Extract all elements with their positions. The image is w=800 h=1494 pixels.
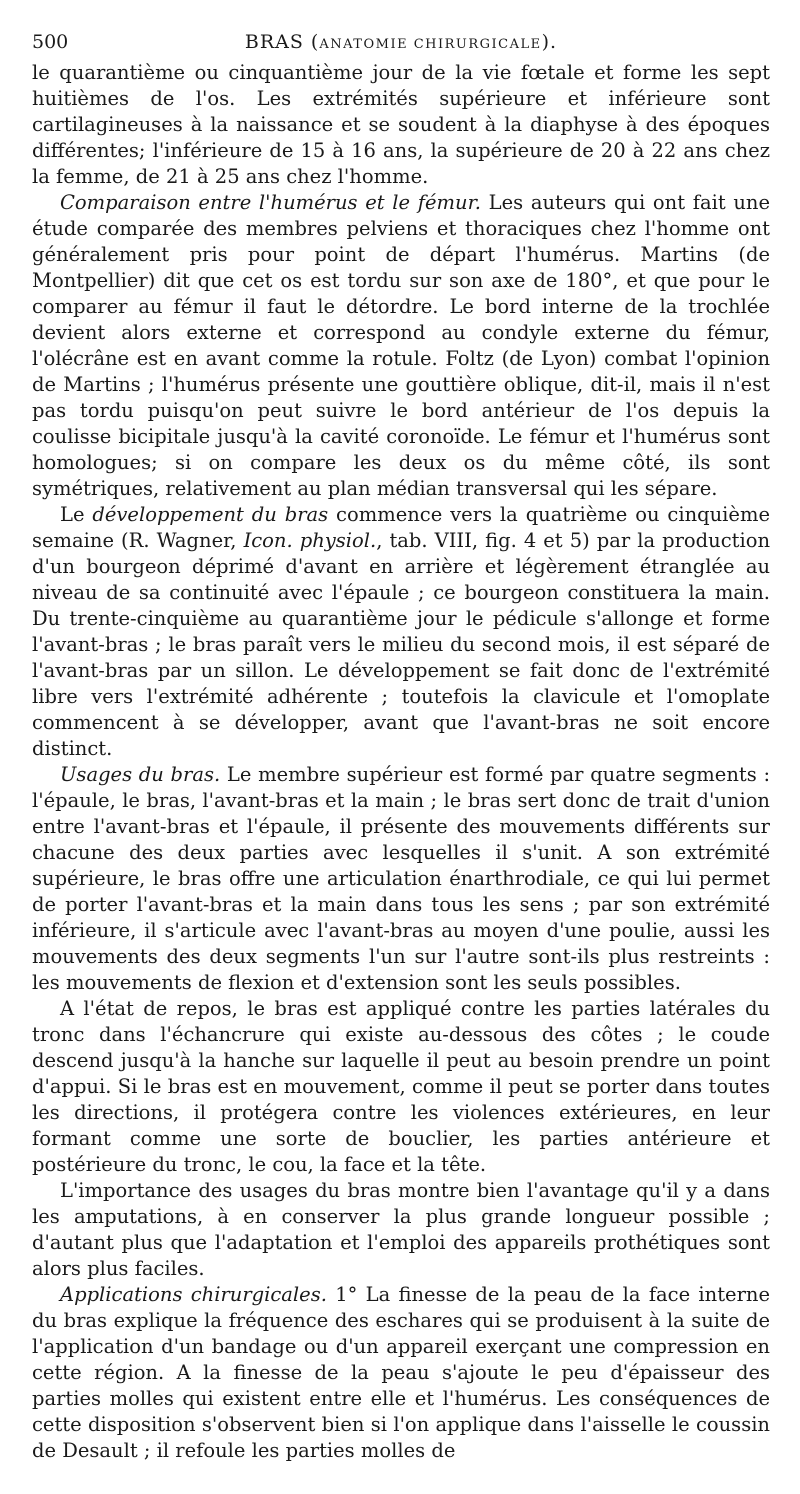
running-title-sub: ANATOMIE CHIRURGICALE xyxy=(319,37,542,52)
paragraph-amputation: L'importance des usages du bras montre bien l'avantage qu'il y a dans les amputations, à en conserver la plus grande longueur possible ; d'autant plus que l'adaptation et l'emploi des appareils prothétiques sont alors plus faciles. xyxy=(32,1179,770,1280)
paragraph-arm-development: Le développement du bras commence vers la quatrième ou cinquième semaine (R. Wagner, Icon. physiol., tab. VIII, fig. 4 et 5) par la production d'un bourgeon déprimé d'avant en arrière et légèrement étranglée au niveau de sa continuité avec l'épaule ; ce bourgeon constituera la main. Du trente-cinquième au quarantième jour le pédicule s'allonge et forme l'avant-bras ; le bras paraît vers le milieu du second mois, il est séparé de l'avant-bras par un sillon. Le développement se fait donc de l'extrémité libre vers l'extrémité adhérente ; toutefois la clavicule et l'omoplate commencent à se développer, avant que l'avant-bras ne soit encore distinct. xyxy=(32,503,770,760)
book-page xyxy=(32,28,770,1468)
page-number: 500 xyxy=(32,31,69,53)
running-title xyxy=(32,28,770,59)
running-title-end: ). xyxy=(541,31,558,53)
section-heading-development: développement du bras xyxy=(92,503,329,526)
running-head xyxy=(32,28,770,60)
section-heading-comparison: Comparaison entre l'humérus et le fémur. xyxy=(60,191,481,214)
paragraph-rest-position: A l'état de repos, le bras est appliqué contre les parties latérales du tronc dans l'échancrure qui existe au-dessous des côtes ; le coude descend jusqu'à la hanche sur laquelle il peut au besoin prendre un point d'appui. Si le bras est en mouvement, comme il peut se porter dans toutes les directions, il protégera contre les violences extérieures, en leur formant comme une sorte de bouclier, les parties antérieure et postérieure du tronc, le cou, la face et la tête. xyxy=(32,997,770,1176)
paragraph-humerus-femur-comparison: Comparaison entre l'humérus et le fémur. Les auteurs qui ont fait une étude comparée des membres pelviens et thoraciques chez l'homme ont généralement pris pour point de départ l'humérus. Martins (de Montpellier) dit que cet os est tordu sur son axe de 180°, et que pour le comparer au fémur il faut le détordre. Le bord interne de la trochlée devient alors externe et correspond au condyle externe du fémur, l'olécrâne est en avant comme la rotule. Foltz (de Lyon) combat l'opinion de Martins ; l'humérus présente une gouttière oblique, dit-il, mais il n'est pas tordu puisqu'on peut suivre le bord antérieur de l'os depuis la coulisse bicipitale jusqu'à la cavité coronoïde. Le fémur et l'humérus sont homologues; si on compare les deux os du même côté, ils sont symétriques, relativement au plan médian transversal qui les sépare. xyxy=(32,191,770,500)
paragraph-arm-usages: Usages du bras. Le membre supérieur est formé par quatre segments : l'épaule, le bras, l'avant-bras et la main ; le bras sert donc de trait d'union entre l'avant-bras et l'épaule, il présente des mouvements différents sur chacune des deux parties avec lesquelles il s'unit. A son extrémité supérieure, le bras offre une articulation énarthrodiale, ce qui lui permet de porter l'avant-bras et la main dans tous les sens ; par son extrémité inférieure, il s'articule avec l'avant-bras au moyen d'une poulie, aussi les mouvements des deux segments l'un sur l'autre sont-ils plus restreints : les mouvements de flexion et d'extension sont les seuls possibles. xyxy=(32,763,770,994)
body-text xyxy=(32,60,770,1464)
section-heading-usages: Usages du bras. xyxy=(60,763,221,786)
paragraph-surgical-applications: Applications chirurgicales. 1° La finesse de la peau de la face interne du bras explique la fréquence des eschares qui se produisent à la suite de l'application d'un bandage ou d'un appareil exerçant une compression en cette région. A la finesse de la peau s'ajoute le peu d'épaisseur des parties molles qui existent entre elle et l'humérus. Les conséquences de cette disposition s'observent bien si l'on applique dans l'aisselle le coussin de Desault ; il refoule les parties molles de xyxy=(32,1283,770,1462)
running-title-main: BRAS ( xyxy=(244,31,320,53)
paragraph-fetal-development: le quarantième ou cinquantième jour de la vie fœtale et forme les sept huitièmes de l'os. Les extrémités supérieure et inférieure sont cartilagineuses à la naissance et se soudent à la diaphyse à des époques différentes; l'inférieure de 15 à 16 ans, la supérieure de 20 à 22 ans chez la femme, de 21 à 25 ans chez l'homme. xyxy=(32,61,770,188)
section-heading-surgical: Applications chirurgicales. xyxy=(60,1283,327,1306)
citation-title: Icon. physiol. xyxy=(243,529,377,552)
